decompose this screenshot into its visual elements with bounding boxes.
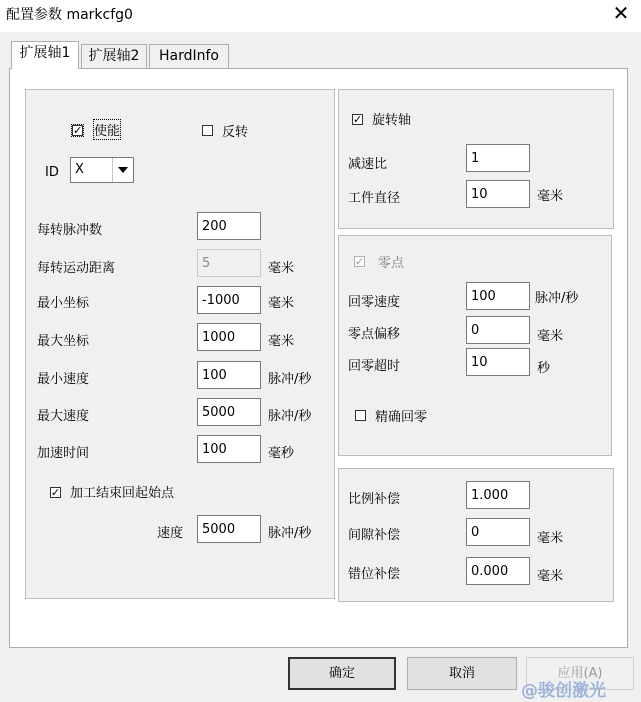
zero-checkbox: ✓ (355, 255, 365, 268)
id-select[interactable] (70, 157, 134, 183)
min-coord-label: 最小坐标 (37, 296, 90, 311)
close-icon[interactable]: ✕ (612, 1, 630, 25)
zero-offset-input[interactable] (466, 316, 530, 344)
max-coord-unit: 毫米 (268, 334, 295, 349)
window-title: 配置参数 markcfg0 (6, 7, 133, 23)
diameter-unit: 毫米 (537, 189, 564, 204)
rotary-checkbox[interactable]: ✓ (353, 113, 363, 126)
zero-offset-unit: 毫米 (537, 329, 564, 344)
tab-label: HardInfo (159, 48, 219, 64)
tab-axis1[interactable] (11, 41, 79, 69)
min-speed-input[interactable] (197, 361, 261, 389)
pulses-per-rev-label: 每转脉冲数 (37, 223, 103, 238)
distance-per-rev-label: 每转运动距离 (37, 261, 116, 276)
misalign-comp-unit: 毫米 (537, 569, 564, 584)
id-select-value: X (75, 162, 84, 177)
watermark-text: @骏创激光 (521, 681, 606, 701)
ratio-label: 减速比 (348, 157, 388, 172)
gap-comp-label: 间隙补偿 (348, 528, 401, 543)
zero-timeout-unit: 秒 (537, 361, 551, 376)
misalign-comp-input[interactable] (466, 557, 530, 585)
diameter-input[interactable] (466, 180, 530, 208)
reverse-label: 反转 (222, 125, 249, 140)
return-speed-unit: 脉冲/秒 (268, 526, 312, 541)
misalign-comp-label: 错位补偿 (348, 567, 401, 582)
enable-checkbox[interactable]: ✓ (73, 124, 83, 137)
min-coord-unit: 毫米 (268, 296, 295, 311)
apply-button: 应用(A) (526, 657, 634, 690)
distance-per-rev-input (197, 249, 261, 277)
gap-comp-input[interactable] (466, 518, 530, 546)
diameter-label: 工件直径 (348, 191, 401, 206)
zero-timeout-input[interactable] (466, 348, 530, 376)
return-speed-input[interactable] (197, 515, 261, 543)
zero-speed-input[interactable] (466, 282, 530, 310)
tab-label: 扩展轴2 (88, 48, 140, 64)
tab-hardinfo[interactable] (149, 44, 229, 69)
tab-axis2[interactable] (81, 44, 147, 69)
min-speed-unit: 脉冲/秒 (268, 372, 312, 387)
zero-speed-unit: 脉冲/秒 (535, 291, 579, 306)
accel-time-unit: 毫秒 (268, 446, 295, 461)
pulses-per-rev-input[interactable] (197, 212, 261, 240)
cancel-button[interactable]: 取消 (407, 657, 517, 690)
enable-label: 使能 (94, 120, 120, 139)
chevron-down-icon[interactable] (112, 158, 133, 182)
min-speed-label: 最小速度 (37, 372, 90, 387)
reverse-checkbox[interactable] (202, 125, 213, 136)
precise-zero-label: 精确回零 (375, 410, 428, 425)
max-coord-label: 最大坐标 (37, 334, 90, 349)
zero-speed-label: 回零速度 (348, 295, 401, 310)
scale-comp-input[interactable] (466, 481, 530, 509)
gap-comp-unit: 毫米 (537, 531, 564, 546)
ratio-input[interactable] (466, 144, 530, 172)
zero-timeout-label: 回零超时 (348, 359, 401, 374)
ok-button[interactable]: 确定 (288, 657, 396, 690)
zero-label: 零点 (378, 256, 405, 271)
max-speed-unit: 脉冲/秒 (268, 409, 312, 424)
scale-comp-label: 比例补偿 (348, 492, 401, 507)
max-speed-input[interactable] (197, 398, 261, 426)
return-speed-label: 速度 (157, 526, 184, 541)
title-bar (0, 0, 641, 30)
tab-label: 扩展轴1 (19, 45, 71, 61)
accel-time-label: 加速时间 (37, 446, 90, 461)
return-start-label: 加工结束回起始点 (70, 486, 175, 501)
max-coord-input[interactable] (197, 323, 261, 351)
id-label: ID (45, 165, 59, 180)
rotary-label: 旋转轴 (372, 113, 412, 128)
accel-time-input[interactable] (197, 435, 261, 463)
distance-per-rev-unit: 毫米 (268, 261, 295, 276)
max-speed-label: 最大速度 (37, 409, 90, 424)
zero-offset-label: 零点偏移 (348, 327, 401, 342)
return-start-checkbox[interactable]: ✓ (51, 486, 61, 499)
min-coord-input[interactable] (197, 286, 261, 314)
precise-zero-checkbox[interactable] (355, 410, 366, 421)
